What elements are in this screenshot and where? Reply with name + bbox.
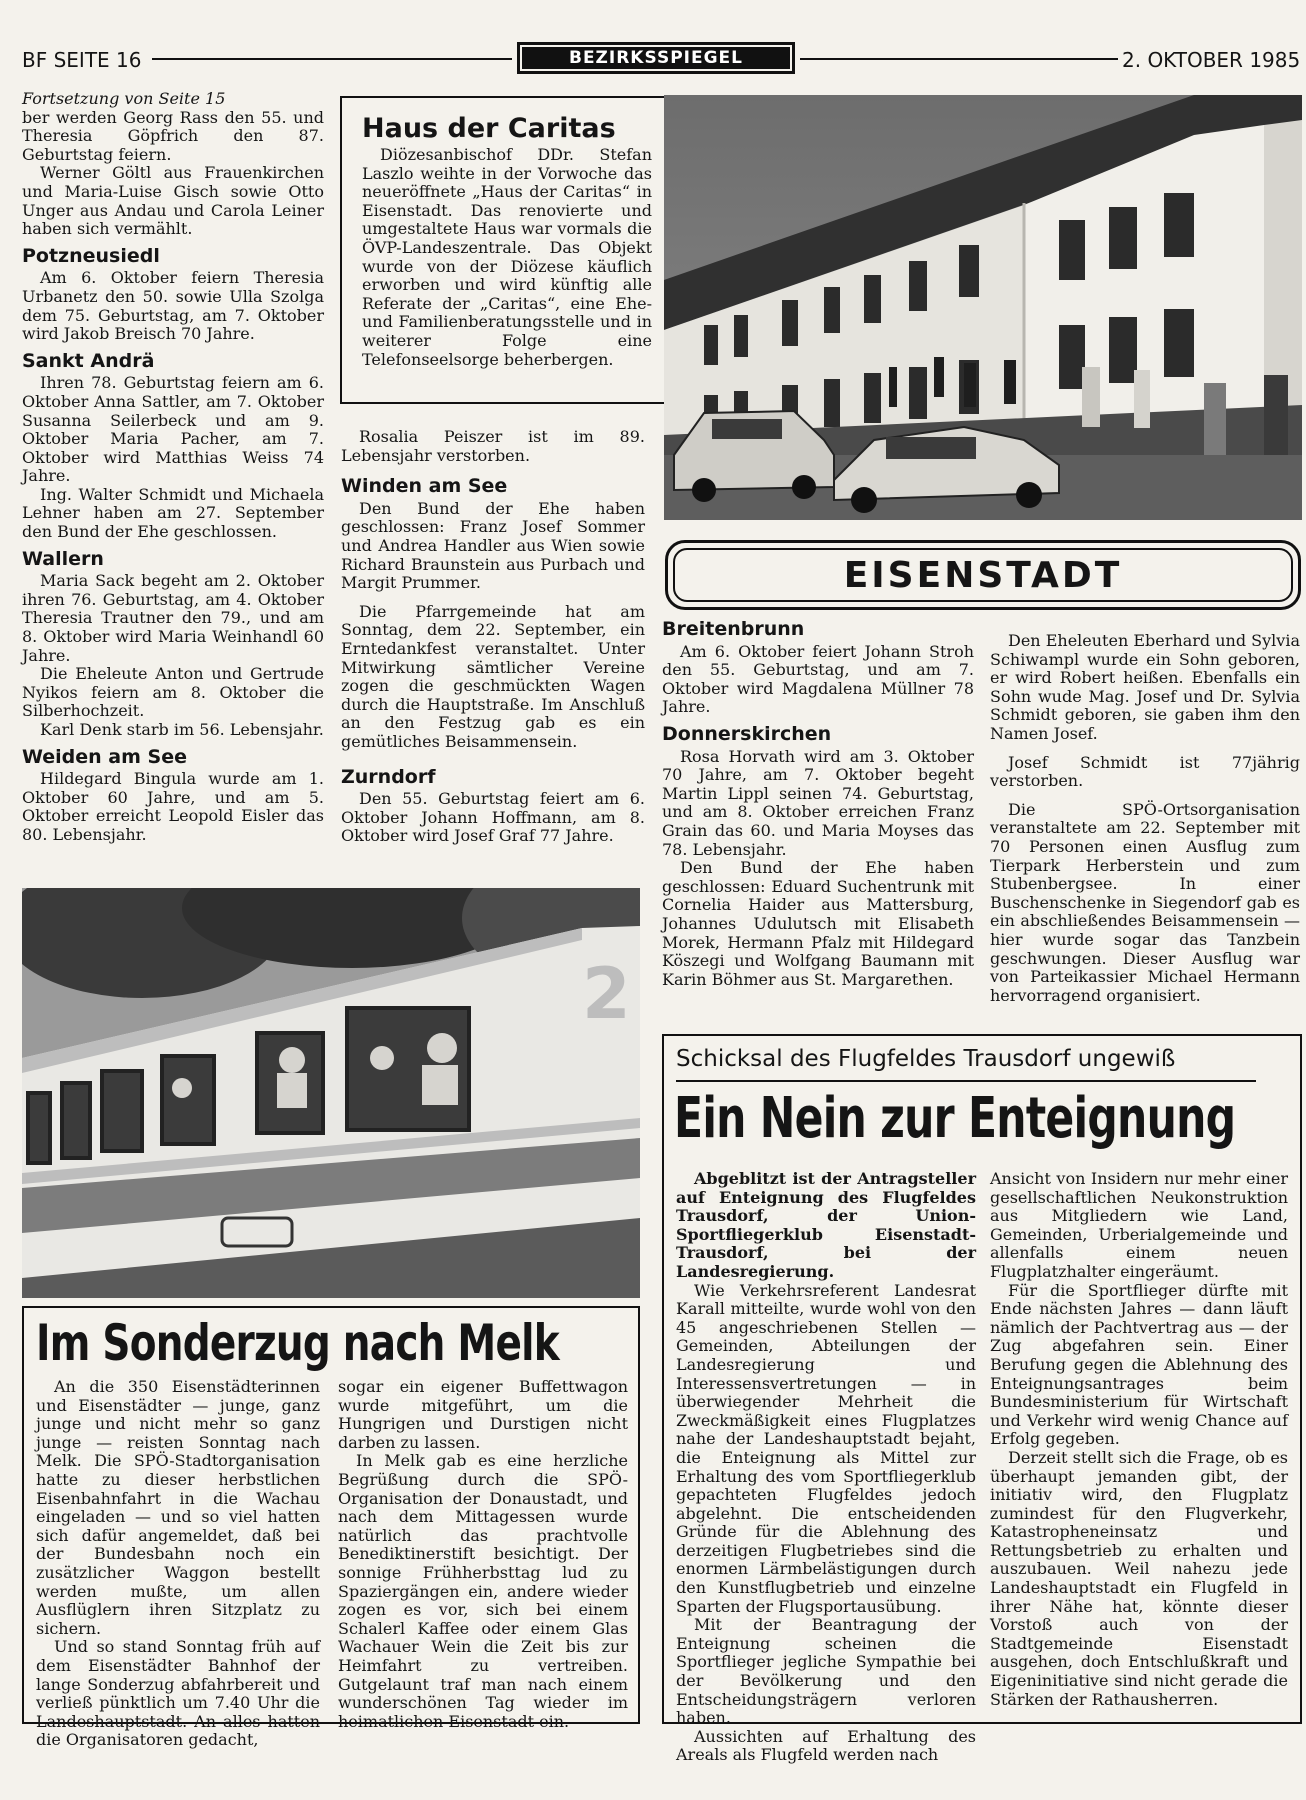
paragraph: Am 6. Oktober feiert Johann Stroh den 55. Geburtstag, und am 7. Oktober wird Magdalena Müllner 78 Jahre. bbox=[662, 641, 974, 717]
train-photo bbox=[22, 888, 640, 1298]
caritas-title: Haus der Caritas bbox=[362, 113, 616, 144]
paragraph: Die Pfarrgemeinde hat am Sonntag, dem 22. September, ein Erntedankfest veranstaltet. Unter Mitwirkung sämtlicher Vereine zogen die geschmückten Wagen durch die Hauptstraße. Im Anschluß an den Festzug gab es ein gemütliches Beisammensein. bbox=[341, 601, 645, 751]
flugfeld-headline-wrap bbox=[674, 1086, 1296, 1164]
column-1 bbox=[22, 90, 324, 845]
eisenstadt-banner bbox=[665, 540, 1301, 610]
paragraph: Rosa Horvath wird am 3. Oktober 70 Jahre, am 7. Oktober begeht Martin Lippl seinen 74. Geburtstag, und am 8. Oktober erreichen Franz Grain das 60. und Maria Moyses das 78. Lebensjahr. bbox=[662, 746, 974, 859]
lead-paragraph: Abgeblitzt ist der Antragsteller auf Enteignung des Flugfeldes Trausdorf, der Union-Sportfliegerklub Eisenstadt-Trausdorf, bei der Landesregierung. bbox=[676, 1169, 976, 1281]
header-rule-left bbox=[152, 58, 512, 60]
paragraph: Den Bund der Ehe haben geschlossen: Franz Josef Sommer und Andrea Handler aus Wien sowie Richard Braunstein aus Purbach und Margit Prummer. bbox=[341, 498, 645, 593]
paragraph: sogar ein eigener Buffettwagon wurde mitgeführt, um die Hungrigen und Durstigen nicht darben zu lassen. bbox=[338, 1377, 628, 1452]
flugfeld-headline: Ein Nein zur Enteignung bbox=[674, 1086, 1236, 1151]
paragraph: Den Bund der Ehe haben geschlossen: Eduard Suchentrunk mit Cornelia Haider aus Mattersburg, Johannes Udulutsch mit Elisabeth Morek, Hermann Pfalz mit Hildegard Köszegi und Wolfgang Baumann mit Karin Böhmer aus St. Margarethen. bbox=[662, 858, 974, 989]
car-number: 2 bbox=[582, 953, 631, 1035]
paragraph: Rosalia Peiszer ist im 89. Lebensjahr verstorben. bbox=[341, 427, 645, 465]
header-rule-right bbox=[800, 58, 1118, 60]
section-heading: Weiden am See bbox=[22, 745, 187, 768]
col1-intro-1: ber werden Georg Rass den 55. und Theresia Göpfrich den 87. Geburtstag feiern. bbox=[22, 107, 324, 164]
section-heading: Wallern bbox=[22, 547, 104, 570]
section-heading: Potzneusiedl bbox=[22, 244, 160, 267]
page-date: 2. OKTOBER 1985 bbox=[1122, 48, 1301, 72]
paragraph: In Melk gab es eine herzliche Begrüßung durch die SPÖ-Organisation der Donaustadt, und nach dem Mittagessen wurde natürlich das prachtvolle Benediktinerstift besichtigt. Der sonnige Frühherbsttag lud zu Spaziergängen ein, andere wieder zogen es vor, sich bei einem Schalerl Kaffee oder einem Glas Wachauer Wein die Zeit bis zur Heimfahrt zu vertreiben. Gutgelaunt traf man nach einem wunderschönen Tag wieder im heimatlichen Eisenstadt ein. bbox=[338, 1451, 628, 1731]
paragraph: Die Eheleute Anton und Gertrude Nyikos feiern am 8. Oktober die Silberhochzeit. bbox=[22, 664, 324, 721]
section-heading: Zurndorf bbox=[341, 765, 436, 788]
paragraph: Josef Schmidt ist 77jährig verstorben. bbox=[990, 752, 1300, 791]
melk-headline: Im Sonderzug nach Melk bbox=[36, 1314, 559, 1372]
paragraph: Ihren 78. Geburtstag feiern am 6. Oktober Anna Sattler, am 7. Oktober Susanna Seilerbeck und am 9. Oktober Maria Pacher, am 7. Oktober wird Matthias Weiss 74 Jahre. bbox=[22, 373, 324, 486]
section-heading: Breitenbrunn bbox=[662, 618, 805, 640]
flugfeld-col-2 bbox=[990, 1170, 1288, 1709]
eisenstadt-col-1 bbox=[662, 620, 974, 989]
caritas-building-photo bbox=[664, 95, 1302, 520]
column-2 bbox=[341, 428, 645, 846]
paragraph: Karl Denk starb im 56. Lebensjahr. bbox=[40, 720, 324, 739]
paragraph: Wie Verkehrsreferent Landesrat Karall mitteilte, wurde wohl von den 45 angeschriebenen Stellen — Gemeinden, Abteilungen der Landesregierung und Interessensvertretungen — in überwiegender Mehrheit die Zweckmäßigkeit eines Flugplatzes nahe der Landeshauptstadt bejaht, die Enteignung als Mittel zur Erhaltung des vom Sportfliegerklub gepachteten Flugfeldes jedoch abgelehnt. Die entscheidenden Gründe für die Ablehnung des derzeitigen Flugbetriebes sind die enormen Lärmbelästigungen durch den Kunstflugbetrieb und einzelne Sparten der Flugsportausübung. bbox=[676, 1280, 976, 1616]
paragraph: Aussichten auf Erhaltung des Areals als Flugfeld werden nach bbox=[676, 1726, 976, 1765]
continuation-note: Fortsetzung von Seite 15 bbox=[22, 89, 226, 108]
paragraph: Und so stand Sonntag früh auf dem Eisenstädter Bahnhof der lange Sonderzug abfahrbereit und verließ pünktlich um 7.40 Uhr die Landeshauptstadt. An alles hatten die Organisatoren gedacht, bbox=[36, 1637, 320, 1750]
col1-intro-2: Werner Göltl aus Frauenkirchen und Maria-Luise Gisch sowie Otto Unger aus Andau und Carola Leiner haben sich vermählt. bbox=[22, 163, 324, 239]
paragraph: An die 350 Eisenstädterinnen und Eisenstädter — junge, ganz junge und nicht mehr so ganz junge — reisten Sonntag nach Melk. Die SPÖ-Stadtorganisation hatte zu dieser herbstlichen Eisenbahnfahrt in die Wachau eingeladen — und so viel hatten sich dafür angemeldet, daß bei der Bundesbahn noch ein zusätzlicher Waggon bestellt werden mußte, um allen Ausflüglern ihren Sitzplatz zu sichern. bbox=[36, 1377, 320, 1638]
caritas-text bbox=[362, 146, 652, 369]
paragraph: Ansicht von Insidern nur mehr einer gesellschaftlichen Neukonstruktion aus Mitgliedern wie Land, Gemeinden, Urberialgemeinde und allenfalls einem neuen Flugplatzhalter eingeräumt. bbox=[990, 1169, 1288, 1281]
melk-col-2 bbox=[338, 1378, 628, 1731]
paragraph: Ing. Walter Schmidt und Michaela Lehner haben am 27. September den Bund der Ehe geschlossen. bbox=[22, 484, 324, 542]
paragraph: Den 55. Geburtstag feiert am 6. Oktober Johann Hoffmann, am 8. Oktober wird Josef Graf 77 Jahre. bbox=[341, 789, 645, 846]
eisenstadt-title: EISENSTADT bbox=[673, 548, 1293, 602]
melk-headline-wrap bbox=[36, 1314, 636, 1386]
paragraph: Am 6. Oktober feiern Theresia Urbanetz den 50. sowie Ulla Szolga dem 75. Geburtstag, am 7. Oktober wird Jakob Breisch 70 Jahre. bbox=[22, 268, 324, 344]
paragraph: Maria Sack begeht am 2. Oktober ihren 76. Geburtstag, am 4. Oktober Theresia Trautner den 79., und am 8. Oktober wird Maria Weinhandl 60 Jahre. bbox=[22, 571, 324, 665]
page-label: BF SEITE 16 bbox=[22, 48, 142, 72]
melk-col-1 bbox=[36, 1378, 320, 1750]
section-heading: Sankt Andrä bbox=[22, 349, 155, 372]
section-box bbox=[517, 42, 795, 74]
section-heading: Winden am See bbox=[341, 475, 508, 498]
paragraph: Derzeit stellt sich die Frage, ob es überhaupt jemanden gibt, der initiativ wird, den Flugplatz zumindest für den Flugverkehr, Katastropheneinsatz und Rettungsbetrieb zu erhalten und auszubauen. Weil nahezu jede Landeshauptstadt ein Flugfeld in ihrer Nähe hat, könnte dieser Vorstoß auch von der Stadtgemeinde Eisenstadt ausgehen, doch Entschlußkraft und Eigeninitiative sind nicht gerade die Stärken der Rathausherren. bbox=[990, 1447, 1288, 1709]
flugfeld-kicker: Schicksal des Flugfeldes Trausdorf ungewiß bbox=[676, 1046, 1176, 1072]
paragraph: Mit der Beantragung der Enteignung scheinen die Sportflieger jegliche Sympathie bei der Bevölkerung und den Entscheidungsträgern verloren haben. bbox=[676, 1615, 976, 1728]
section-title: BEZIRKSSPIEGEL bbox=[522, 47, 790, 69]
paragraph: Den Eheleuten Eberhard und Sylvia Schiwampl wurde ein Sohn geboren, er wird Robert heißen. Ebenfalls ein Sohn wude Mag. Josef und Dr. Sylvia Schmidt geboren, sie gaben ihm den Namen Josef. bbox=[990, 631, 1300, 743]
section-heading: Donnerskirchen bbox=[662, 722, 832, 745]
paragraph: Diözesanbischof DDr. Stefan Laszlo weihte in der Vorwoche das neueröffnete „Haus der Caritas“ in Eisenstadt. Das renovierte und umgestaltete Haus war vormals die ÖVP-Landeszentrale. Das Objekt wurde von der Diözese käuflich erworben und wird künftig alle Referate der „Caritas“, eine Ehe- und Familienberatungsstelle und in weiterer Folge eine Telefonseelsorge beherbergen. bbox=[362, 145, 652, 369]
paragraph: Für die Sportflieger dürfte mit Ende nächsten Jahres — dann läuft nämlich der Pachtvertrag aus — der Zug abgefahren sein. Einer Berufung gegen die Ablehnung des Enteignungsantrages beim Bundesministerium für Wirtschaft und Verkehr wird wenig Chance auf Erfolg gegeben. bbox=[990, 1280, 1288, 1449]
paragraph: Hildegard Bingula wurde am 1. Oktober 60 Jahre, und am 5. Oktober erreicht Leopold Eisler das 80. Lebensjahr. bbox=[22, 769, 324, 844]
eisenstadt-col-2 bbox=[990, 632, 1300, 1005]
paragraph: Die SPÖ-Ortsorganisation veranstaltete am 22. September mit 70 Personen einen Ausflug zum Tierpark Herberstein und zum Stubenbergsee. In einer Buschenschenke in Siegendorf gab es ein abschließendes Beisammensein — hier wurde sogar das Tanzbein geschwungen. Dieser Ausflug war von Parteikassier Michael Hermann hervorragend organisiert. bbox=[990, 799, 1300, 1005]
kicker-rule bbox=[676, 1080, 1256, 1082]
flugfeld-col-1 bbox=[676, 1170, 976, 1765]
